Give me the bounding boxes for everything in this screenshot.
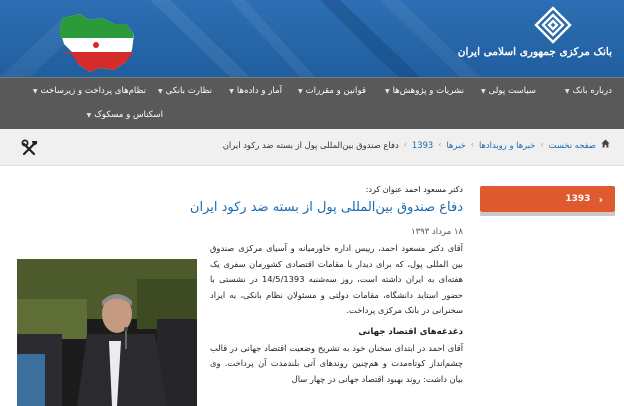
tools-icon[interactable]: [20, 138, 40, 158]
chevron-left-icon: ‹: [598, 192, 603, 206]
nav-item-publications[interactable]: [385, 86, 464, 96]
breadcrumb-current: دفاع صندوق بین‌المللی پول از بسته ضد رکود ایران: [222, 139, 399, 150]
speaker-photo: [17, 259, 197, 406]
nav-item-statistics[interactable]: [229, 86, 282, 96]
article-paragraph: آقای دکتر مسعود احمد، رییس اداره خاورمیانه و آسیای مرکزی صندوق بین المللی پول، که برای دیدار با مقامات اقتصادی کشورمان سفری یک هفته‌ای به ایران داشته است، روز سه‌شنبه 14/5/1393 در نشستی با حضور استاید دانشگاه، مقامات دولتی و مسئولان نظام بانکی، به ایراد سخنرانی در بانک مرکزی پرداخت.: [210, 243, 463, 315]
nav-item-monetary-policy[interactable]: [481, 86, 536, 96]
article-kicker: دکتر مسعود احمد عنوان کرد:: [365, 185, 463, 194]
breadcrumb-separator: ›: [540, 140, 544, 149]
article-date: ۱۸ مرداد ۱۳۹۳: [411, 227, 463, 237]
caret-down-icon: ▼: [86, 111, 92, 119]
caret-down-icon: ▼: [564, 87, 570, 95]
nav-item-label: سیاست پولی: [488, 86, 536, 96]
site-header: [0, 0, 624, 77]
breadcrumb-separator: ›: [438, 140, 442, 149]
breadcrumb-news-events[interactable]: خبرها و رویدادها: [478, 139, 536, 150]
nav-item-payment-systems[interactable]: [33, 86, 146, 96]
nav-item-about[interactable]: [565, 86, 612, 96]
breadcrumb-year[interactable]: 1393: [411, 139, 434, 150]
breadcrumb-bar: [0, 129, 624, 166]
nav-item-label: قوانین و مقررات: [305, 86, 366, 96]
breadcrumb-home[interactable]: صفحه نخست: [548, 139, 596, 150]
article-paragraph: آقای احمد در ابتدای سخنان خود به تشریح وضعیت اقتصاد جهانی در قالب چشم‌انداز کوتاه‌مدت و هم‌چنین روندهای آتی بلندمدت آن پرداخت. وی بیان داشت: روند بهبود اقتصاد جهانی در چهار سال: [210, 342, 463, 384]
year-1393-button[interactable]: [480, 186, 615, 212]
article-title: دفاع صندوق بین‌المللی پول از بسته ضد رکود ایران: [189, 200, 463, 215]
nav-item-label: آمار و داده‌ها: [236, 86, 282, 96]
nav-item-label: نشریات و پژوهش‌ها: [392, 86, 464, 96]
caret-down-icon: ▼: [158, 87, 163, 95]
nav-item-label: نظارت بانکی: [165, 86, 212, 96]
breadcrumb-separator: ›: [403, 140, 407, 149]
article: [189, 183, 463, 387]
caret-down-icon: ▼: [384, 87, 390, 95]
home-icon: [601, 139, 610, 150]
logo-text[interactable]: بانک مرکزی جمهوری اسلامی ایران: [457, 46, 612, 58]
nav-item-label: اسکناس و مسکوک: [94, 110, 163, 120]
breadcrumb-separator: ›: [470, 140, 474, 149]
caret-down-icon: ▼: [480, 87, 486, 95]
nav-item-label: نظام‌های پرداخت و زیرساخت: [40, 86, 146, 96]
breadcrumb-news[interactable]: خبرها: [446, 139, 466, 150]
breadcrumb: [223, 139, 610, 150]
nav-item-banking-supervision[interactable]: [158, 86, 212, 96]
caret-down-icon: ▼: [32, 87, 38, 95]
iran-map-flag-icon: [56, 10, 138, 74]
nav-item-laws[interactable]: [298, 86, 366, 96]
year-button-label: 1393: [565, 194, 591, 204]
caret-down-icon: ▼: [229, 87, 234, 95]
nav-item-banknotes[interactable]: [87, 110, 163, 120]
caret-down-icon: ▼: [297, 87, 303, 95]
article-subheading: دغدغه‌های اقتصاد جهانی: [358, 326, 463, 337]
nav-item-label: درباره بانک: [572, 86, 612, 96]
year-button-shadow: [480, 212, 615, 216]
main-navbar: [0, 77, 624, 129]
cbi-emblem-icon[interactable]: [534, 6, 572, 44]
